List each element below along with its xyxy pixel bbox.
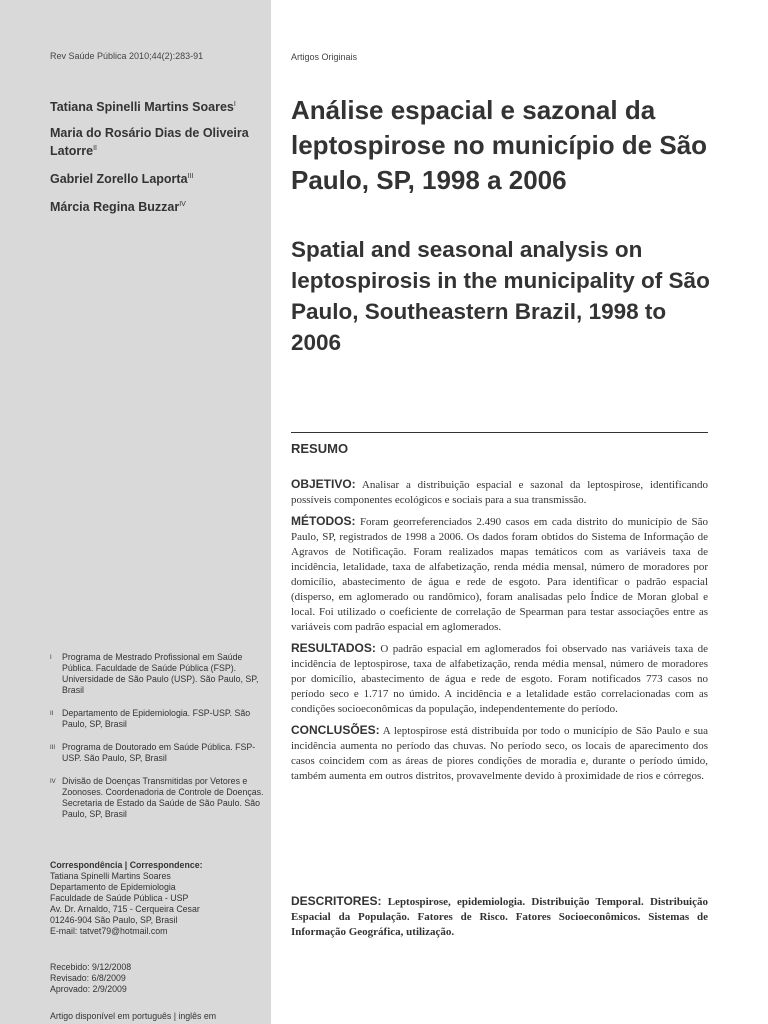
objective-text: Analisar a distribuição espacial e sazonal da leptospirose, identificando possíveis componentes ecológicos e sociais para a sua transmissão.: [291, 479, 708, 506]
author-name: Gabriel Zorello Laporta: [50, 172, 188, 187]
results-text: O padrão espacial em aglomerados foi observado nas variáveis taxa de incidência de leptospirose, taxa de alfabetização, renda média mensal, número de moradores por domicílio, abastecimento de água e rede de esgoto. Foram notificados 773 casos no período seco e 1.717 no úmido. A incidência e a letalidade estão correlacionadas com as condições socioeconômicas da população, independentemente do período.: [291, 643, 709, 715]
correspondence-line: Departamento de Epidemiologia: [50, 882, 176, 892]
author-name: Maria do Rosário Dias de Oliveira Latorre: [50, 126, 249, 159]
abstract-conclusions: [291, 723, 708, 784]
author-list: [50, 97, 265, 226]
correspondence-email: E-mail: tatvet79@hotmail.com: [50, 926, 168, 936]
title-english: Spatial and seasonal analysis on leptospirosis in the municipality of São Paulo, Southeastern Brazil, 1998 to 2006: [291, 237, 710, 355]
objective-label: OBJETIVO:: [291, 477, 356, 491]
affiliation-text: Departamento de Epidemiologia. FSP-USP. São Paulo, SP, Brasil: [62, 708, 251, 729]
correspondence-block: [50, 860, 265, 937]
title-portuguese: Análise espacial e sazonal da leptospirose no município de São Paulo, SP, 1998 a 2006: [291, 95, 708, 195]
section-label: Artigos Originais: [291, 52, 358, 62]
abstract-methods: [291, 514, 708, 635]
author-affiliation-mark: IV: [179, 201, 186, 209]
correspondence-heading: Correspondência | Correspondence:: [50, 860, 203, 870]
correspondence-line: 01246-904 São Paulo, SP, Brasil: [50, 915, 178, 925]
date-approved: Aprovado: 2/9/2009: [50, 984, 127, 994]
abstract-heading: RESUMO: [291, 441, 349, 456]
author-affiliation-mark: III: [187, 173, 194, 181]
conclusions-label: CONCLUSÕES:: [291, 723, 380, 737]
correspondence-line: Faculdade de Saúde Pública - USP: [50, 893, 189, 903]
affiliation: [50, 742, 265, 764]
submission-dates: [50, 962, 265, 995]
author-affiliation-mark: I: [233, 101, 236, 108]
affiliation-number: I: [50, 655, 52, 661]
author: [50, 197, 265, 215]
author: [50, 169, 265, 187]
affiliation-text: Divisão de Doenças Transmitidas por Vetores e Zoonoses. Coordenadoria de Controle de Doenças. Secretaria de Estado da Saúde de São Paulo. São Paulo, SP, Brasil: [62, 776, 264, 819]
keywords-block: [291, 894, 708, 940]
affiliation-number: IV: [50, 779, 56, 785]
abstract-body: [291, 477, 708, 790]
affiliation-text: Programa de Mestrado Profissional em Saúde Pública. Faculdade de Saúde Pública (FSP). Universidade de São Paulo (USP). São Paulo, SP, Brasil: [62, 652, 259, 695]
date-received: Recebido: 9/12/2008: [50, 962, 132, 972]
correspondence-line: Av. Dr. Arnaldo, 715 - Cerqueira Cesar: [50, 904, 200, 914]
affiliation-number: III: [50, 745, 56, 751]
methods-label: MÉTODOS:: [291, 514, 356, 528]
section-divider: [291, 432, 708, 433]
keywords-text: Leptospirose, epidemiologia. Distribuição Temporal. Distribuição Espacial da População. Fatores de Risco. Fatores Socioeconômicos. Sistemas de Informação Geográfica, utilização.: [291, 896, 708, 938]
affiliation-list: [50, 652, 265, 832]
author-name: Márcia Regina Buzzar: [50, 200, 180, 215]
affiliation: [50, 776, 265, 820]
abstract-results: [291, 641, 708, 717]
affiliation: [50, 708, 265, 730]
availability-note: Artigo disponível em português | inglês em: [50, 1011, 217, 1021]
keywords-label: DESCRITORES:: [291, 894, 382, 908]
author-affiliation-mark: II: [93, 145, 97, 153]
author: [50, 97, 265, 115]
journal-citation: Rev Saúde Pública 2010;44(2):283-91: [50, 51, 204, 61]
affiliation-text: Programa de Doutorado em Saúde Pública. FSP-USP. São Paulo, SP, Brasil: [62, 742, 256, 763]
results-label: RESULTADOS:: [291, 641, 376, 655]
abstract-objective: [291, 477, 708, 508]
author-name: Tatiana Spinelli Martins Soares: [50, 100, 234, 115]
affiliation: [50, 652, 265, 696]
affiliation-number: II: [50, 711, 54, 717]
author: [50, 125, 265, 159]
methods-text: Foram georreferenciados 2.490 casos em cada distrito do município de São Paulo, SP, registrados de 1998 a 2006. Os dados foram obtidos do Sistema de Informação de Agravos de Notificação. Foram realizados mapas temáticos com as variáveis taxa de incidência, letalidade, taxa de alfabetização, renda média mensal, número de moradores por domicílio, abastecimento de água e rede de esgoto. Para identificar o padrão espacial (disperso, em aglomerado ou randômico), foram analisadas pelo Índice de Moran global e local. Foi utilizado o coeficiente de correlação de Spearman para testar associações entre as variáveis com padrão espacial em aglomerados.: [291, 516, 709, 633]
correspondence-line: Tatiana Spinelli Martins Soares: [50, 871, 171, 881]
date-revised: Revisado: 6/8/2009: [50, 973, 126, 983]
conclusions-text: A leptospirose está distribuída por todo o município de São Paulo e sua incidência aumenta no período das chuvas. No período seco, os locais de aparecimento dos casos coincidem com as áreas de piores condições de moradia e, durante o período úmido, também aumenta em outros distritos, provavelmente devido à proximidade de rios e córregos.: [291, 725, 708, 782]
